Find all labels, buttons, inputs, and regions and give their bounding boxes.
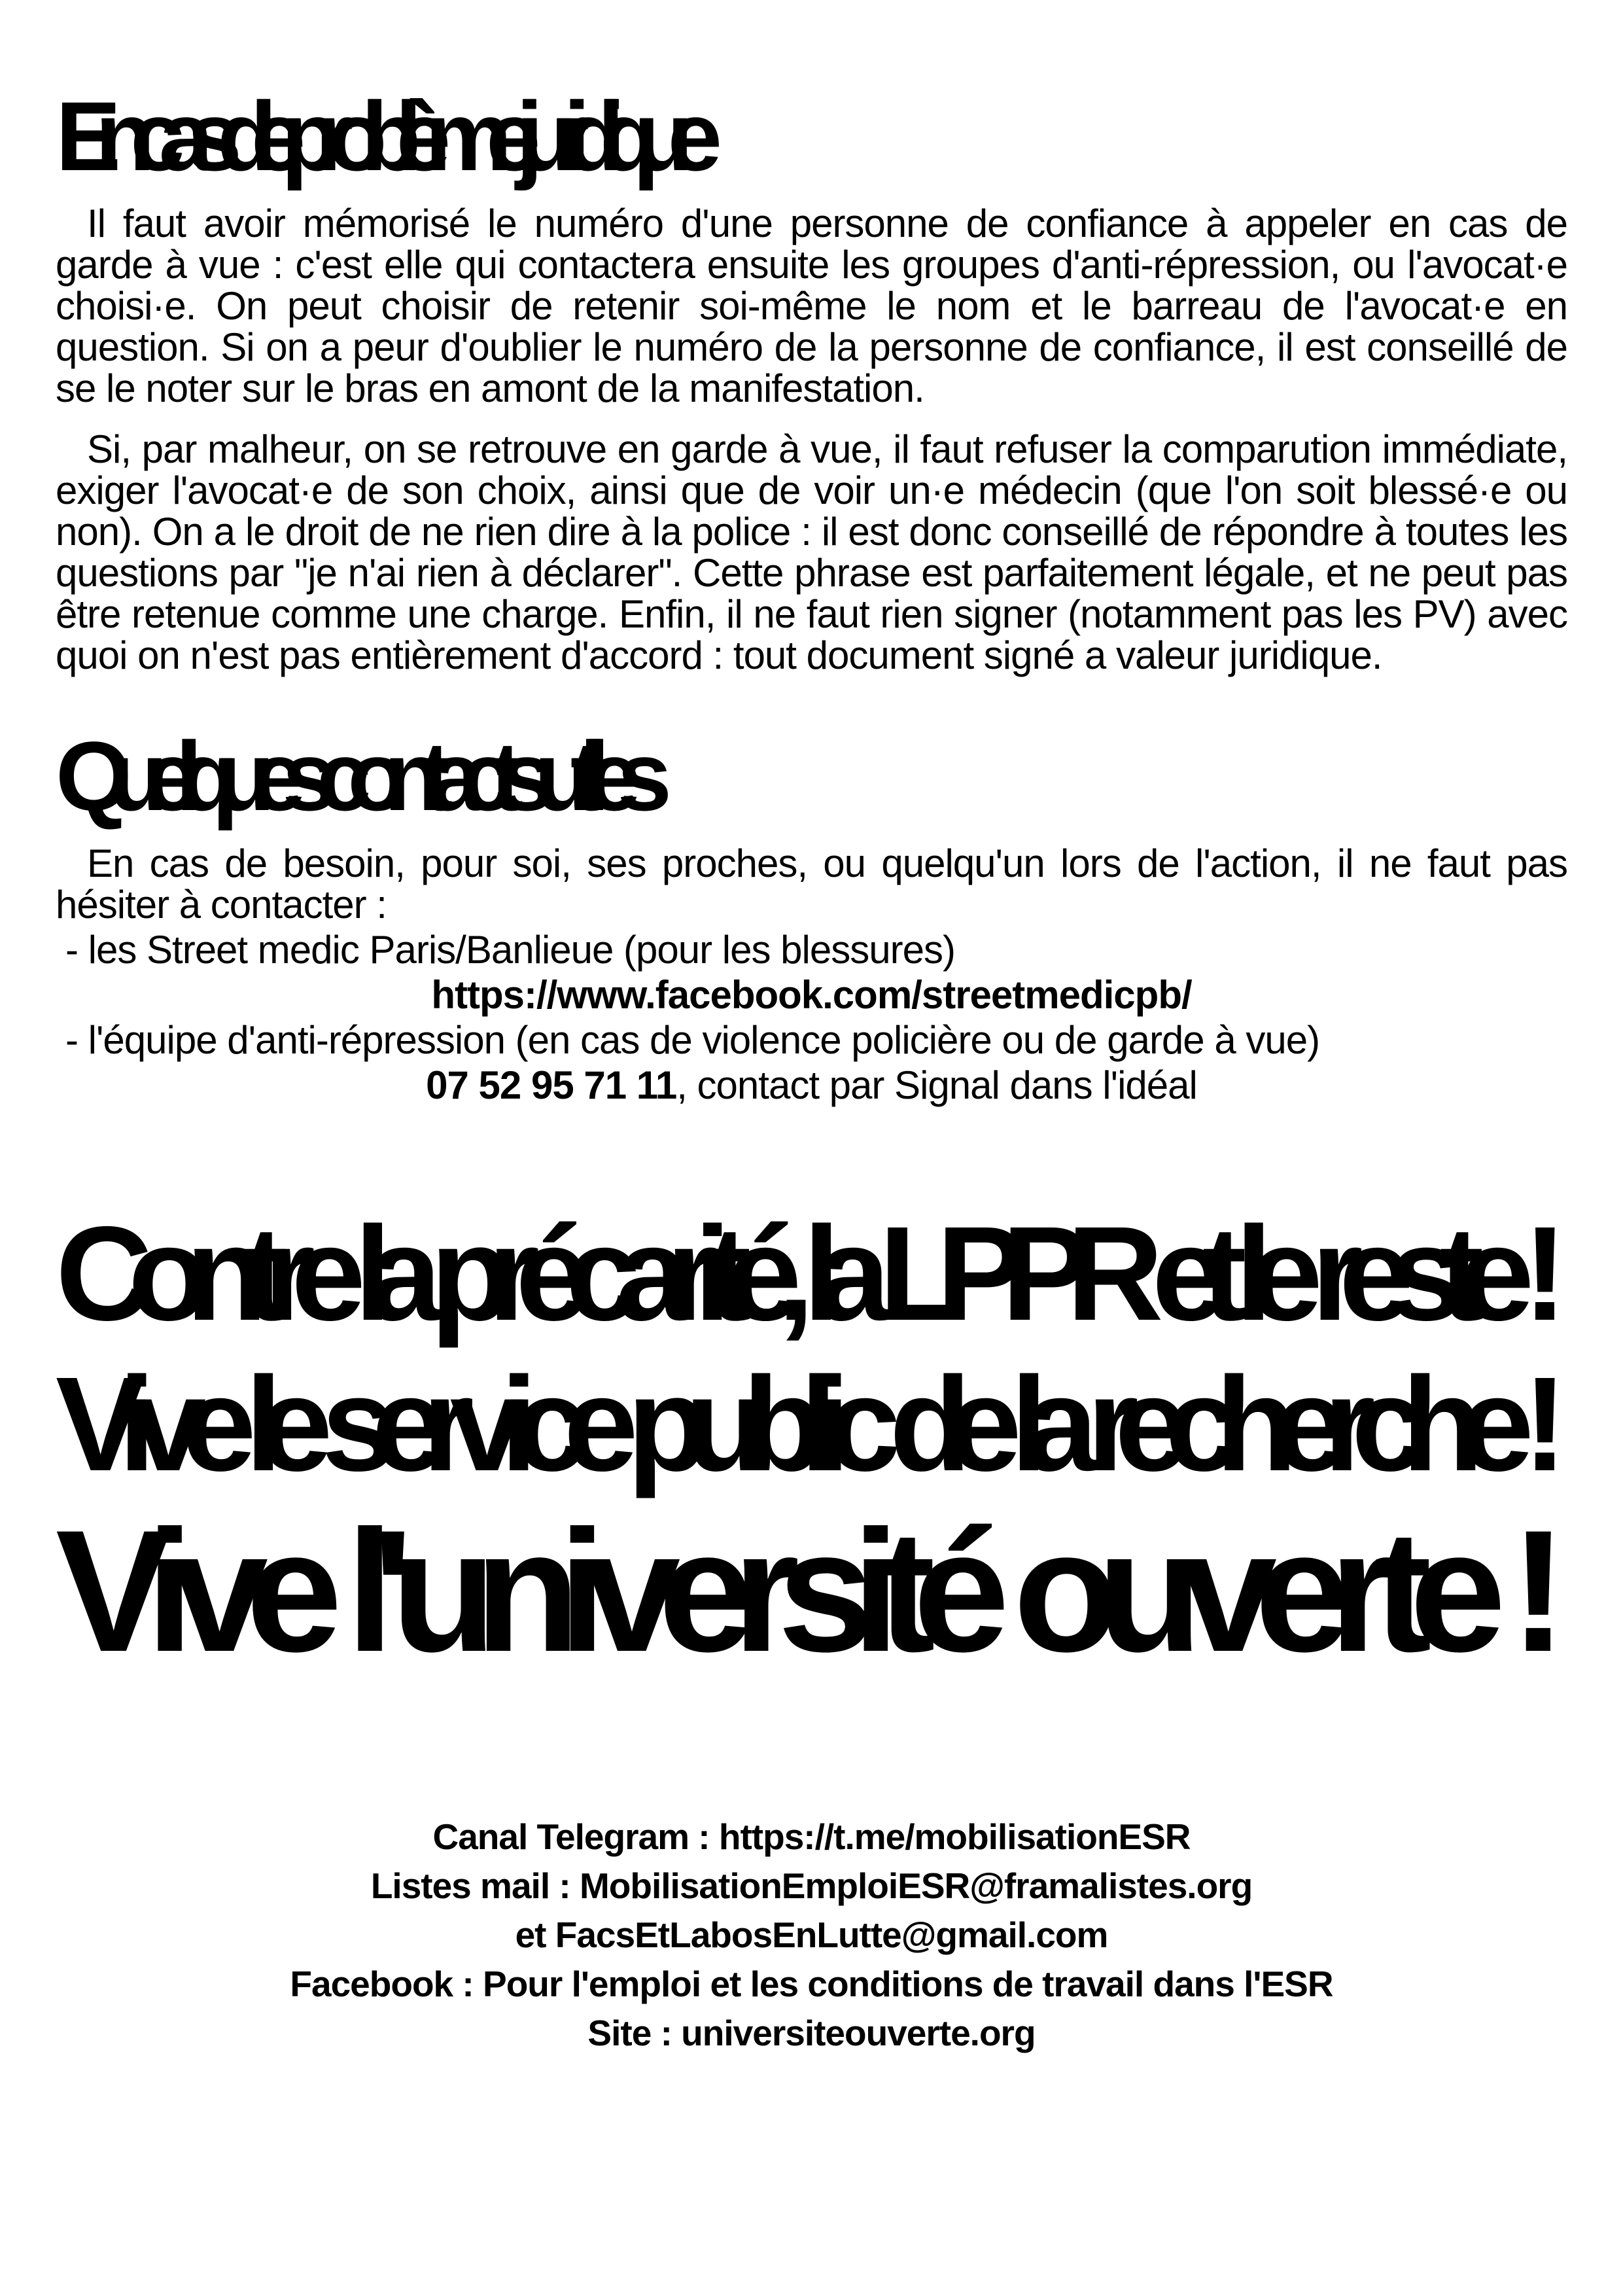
contact-item-streetmedic-link-line	[56, 974, 1567, 1016]
contact-item-antirepression: - l'équipe d'anti-répression (en cas de violence policière ou de garde à vue)	[65, 1018, 1320, 1062]
contacts-section-heading	[56, 732, 674, 836]
footer-telegram-label: Canal Telegram :	[432, 1816, 719, 1857]
legal-heading-text: En cas de problème juridique	[56, 92, 720, 191]
contact-item-antirepression-phone-line	[56, 1065, 1567, 1106]
antirepression-phone-note: , contact par Signal dans l'idéal	[676, 1063, 1197, 1107]
footer-line-facebook	[56, 1960, 1567, 2009]
legal-paragraph-2: Si, par malheur, on se retrouve en garde à vue, il faut refuser la comparution immédiate, exiger l'avocat·e de son choix, ainsi que de voir un·e médecin (que l'on soit blessé·e ou non). On a le droit de ne rien dire à la police : il est donc conseillé de répondre à toutes les questions par "je n'ai rien à déclarer". Cette phrase est parfaitement légale, et ne peut pas être retenue comme une charge. Enfin, il ne faut rien signer (notamment pas les PV) avec quoi on n'est pas entièrement d'accord : tout document signé a valeur juridique.	[56, 427, 1567, 677]
slogan-service-public	[56, 1364, 1567, 1503]
gmail-email-link[interactable]: FacsEtLabosEnLutte@gmail.com	[555, 1915, 1108, 1955]
footer-mail2-label: et	[515, 1915, 555, 1955]
legal-section	[56, 92, 1567, 676]
slogan-precarite	[56, 1214, 1567, 1352]
slogan-spacer-2	[56, 1503, 1567, 1515]
contacts-heading-wrap	[56, 732, 1567, 836]
footer-contacts	[56, 1812, 1567, 2058]
slogan-universite-ouverte	[56, 1515, 1567, 1691]
slogans-section	[56, 1214, 1567, 1691]
framalistes-email-link[interactable]: MobilisationEmploiESR@framalistes.org	[579, 1865, 1253, 1906]
legal-paragraph-1: Il faut avoir mémorisé le numéro d'une personne de confiance à appeler en cas de garde à vue : c'est elle qui contactera ensuite les groupes d'anti-répression, ou l'avocat·e choisi·e. On peut choisir de retenir soi-même le nom et le barreau de l'avocat·e en question. Si on a peur d'oublier le numéro de la personne de confiance, il est conseillé de se le noter sur le bras en amont de la manifestation.	[56, 202, 1567, 410]
contacts-intro: En cas de besoin, pour soi, ses proches, ou quelqu'un lors de l'action, il ne faut pas hésiter à contacter :	[56, 841, 1567, 927]
legal-section-heading	[56, 92, 723, 196]
slogan-service-public-text: Vive le service public de la recherche !	[56, 1364, 1567, 1499]
antirepression-phone-number: 07 52 95 71 11	[426, 1063, 677, 1107]
slogan-precarite-text: Contre la précarité, la LPPR et le reste !	[56, 1214, 1567, 1349]
footer-line-mail-1	[56, 1862, 1567, 1911]
footer-line-telegram	[56, 1812, 1567, 1862]
footer-site-label: Site :	[587, 2013, 682, 2053]
footer-line-site	[56, 2009, 1567, 2058]
footer-facebook-page-name: Facebook : Pour l'emploi et les conditions de travail dans l'ESR	[290, 1964, 1333, 2004]
contact-item-streetmedic: - les Street medic Paris/Banlieue (pour les blessures)	[65, 928, 955, 972]
footer-mail-label: Listes mail :	[370, 1865, 580, 1906]
contacts-section	[56, 732, 1567, 1106]
slogan-spacer-1	[56, 1352, 1567, 1364]
footer-line-mail-2	[56, 1911, 1567, 1960]
slogan-universite-ouverte-text: Vive l'université ouverte !	[56, 1515, 1567, 1688]
site-link[interactable]: universiteouverte.org	[681, 2013, 1036, 2053]
streetmedic-facebook-link[interactable]: https://www.facebook.com/streetmedicpb/	[431, 973, 1192, 1017]
contacts-heading-text: Quelques contacts utiles	[56, 732, 670, 831]
telegram-channel-link[interactable]: https://t.me/mobilisationESR	[718, 1816, 1191, 1857]
